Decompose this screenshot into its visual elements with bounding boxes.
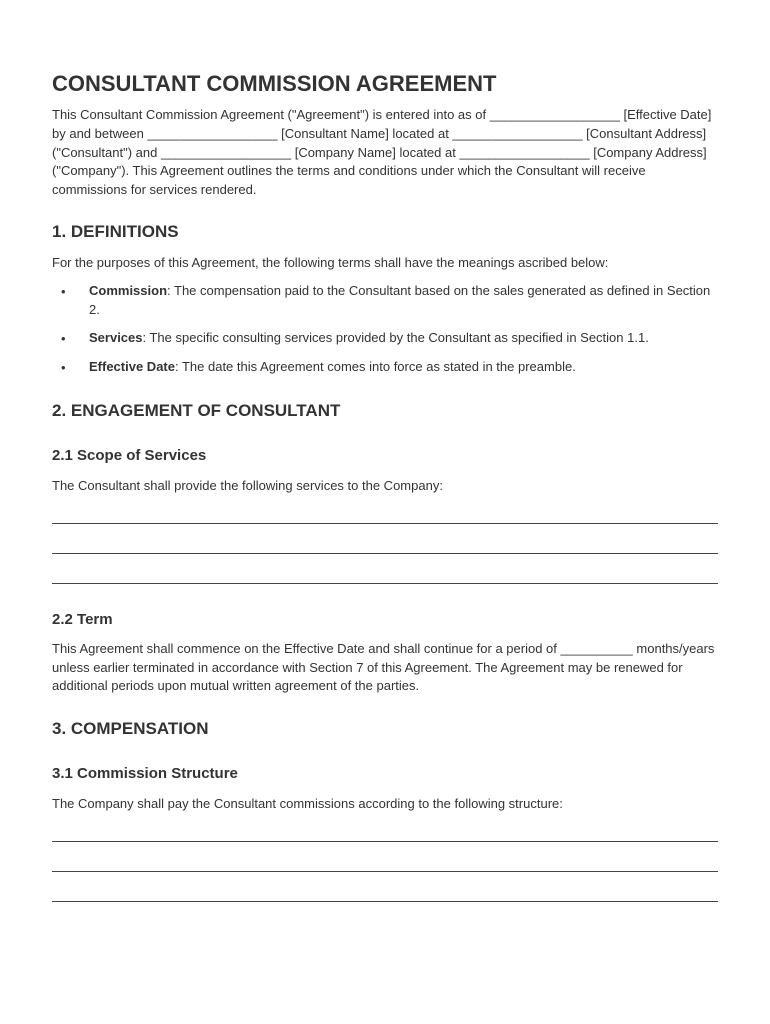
blank-fill-line [52,870,718,872]
blank-fill-line [52,840,718,842]
document-title: CONSULTANT COMMISSION AGREEMENT [52,71,497,96]
subsection-heading-scope: 2.1 Scope of Services [52,446,207,464]
term-text: This Agreement shall commence on the Effective Date and shall continue for a period of __________ months/years unless earlier terminated in accordance with Section 7 of this Agreement. The Agreement may be renewed for additional periods upon mutual written agreement of the parties. [52,640,715,694]
subsection-heading-commission-structure: 3.1 Commission Structure [52,765,238,783]
section-heading-definitions: 1. DEFINITIONS [52,221,179,241]
scope-text: The Consultant shall provide the following services to the Company: [52,477,443,493]
definitions-intro: For the purposes of this Agreement, the following terms shall have the meanings ascribed below: [52,254,609,270]
bullet-icon: • [61,360,66,376]
section-heading-engagement: 2. ENGAGEMENT OF CONSULTANT [52,400,341,420]
definition-term: Commission [89,282,168,298]
intro-paragraph: This Consultant Commission Agreement ("Agreement") is entered into as of __________________ [Effective Date] by and between __________________ [Consultant Name] located at __________________ [Consultant Address] ("Consultant") and __________________ [Company Name] located at __________________ [Company Address] ("Company"). This Agreement outlines the terms and conditions under which the Consultant will receive commissions for services rendered. [52,107,712,198]
definition-term: Services [89,330,143,346]
definitions-list [52,282,718,377]
blank-fill-line [52,900,718,902]
list-item [52,282,718,320]
definition-text: : The compensation paid to the Consultant based on the sales generated as defined in Section 2. [89,282,711,317]
definition-text: : The date this Agreement comes into force as stated in the preamble. [174,359,576,375]
subsection-heading-term: 2.2 Term [52,610,113,628]
list-item [52,329,718,348]
blank-fill-line [52,582,718,584]
definition-term: Effective Date [89,359,175,375]
bullet-icon: • [61,331,66,347]
definition-text: : The specific consulting services provided by the Consultant as specified in Section 1.1. [142,330,649,346]
bullet-icon: • [61,283,66,299]
section-heading-compensation: 3. COMPENSATION [52,719,209,739]
blank-fill-line [52,522,718,524]
commission-structure-text: The Company shall pay the Consultant commissions according to the following structure: [52,796,563,812]
list-item [52,358,718,377]
blank-fill-line [52,552,718,554]
